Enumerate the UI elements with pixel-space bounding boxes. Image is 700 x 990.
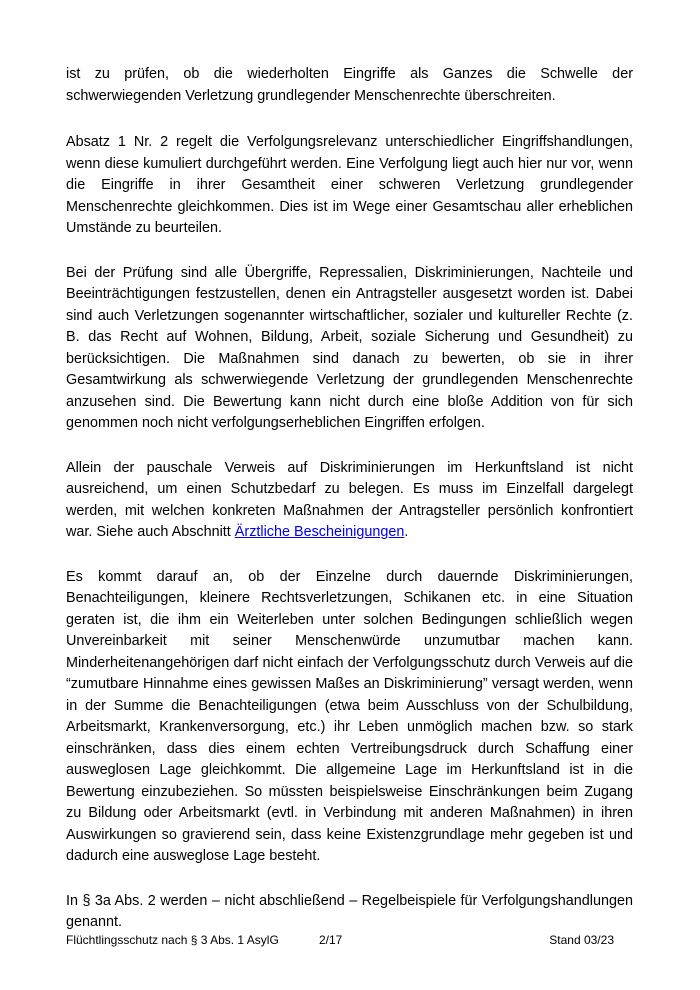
footer-document-title: Flüchtlingsschutz nach § 3 Abs. 1 AsylG [66, 933, 279, 947]
paragraph-4-end: . [404, 524, 409, 540]
paragraph-2: Absatz 1 Nr. 2 regelt die Verfolgungsrelevanz unterschiedlicher Eingriffshandlungen, wenn diese kumuliert durchgeführt werden. Eine Verfolgung liegt auch hier nur vor, wenn die Eingriffe in ihrer Gesamtheit einer schweren Verletzung grundlegender Menschenrechte gleichkommen. Dies ist im Wege einer Gesamtschau aller erheblichen Umstände zu beurteilen. [66, 134, 633, 236]
aerztliche-bescheinigungen-link[interactable]: Ärztliche Bescheinigungen [234, 524, 405, 540]
paragraph-6: In § 3a Abs. 2 werden – nicht abschließend – Regelbeispiele für Verfolgungshandlungen genannt. [66, 892, 633, 930]
document-body [66, 64, 633, 957]
footer-page-number: 2/17 [319, 933, 343, 947]
paragraph-3: Bei der Prüfung sind alle Übergriffe, Repressalien, Diskriminierungen, Nachteile und Beeinträchtigungen festzustellen, denen ein Antragsteller ausgesetzt worden ist. Dabei sind auch Verletzungen sogenannter wirtschaftlicher, sozialer und kultureller Rechte (z. B. das Recht auf Wohnen, Bildung, Arbeit, soziale Sicherung und Gesundheit) zu berücksichtigen. Die Maßnahmen sind danach zu bewerten, ob sie in ihrer Gesamtwirkung als schwerwiegende Verletzung der grundlegenden Menschenrechte anzusehen sind. Die Bewertung kann nicht durch eine bloße Addition von für sich genommen noch nicht verfolgungserheblichen Eingriffen erfolgen. [66, 264, 633, 431]
paragraph-5: Es kommt darauf an, ob der Einzelne durch dauernde Diskriminierungen, Benachteiligungen, kleinere Rechtsverletzungen, Schikanen etc. in eine Situation geraten ist, die ihm ein Weiterleben unter solchen Bedingungen schließlich wegen Unvereinbarkeit mit seiner Menschenwürde unzumutbar machen kann. Minderheitenangehörigen darf nicht einfach der Verfolgungsschutz durch Verweis auf die “zumutbare Hinnahme eines gewissen Maßes an Diskriminierung” versagt werden, wenn in der Summe die Benachteiligungen (etwa beim Ausschluss von der Schulbildung, Arbeitsmarkt, Krankenversorgung, etc.) ihr Leben unmöglich machen bzw. so stark einschränken, dass dies einem echten Vertreibungsdruck durch Schaffung einer ausweglosen Lage gleichkommt. Die allgemeine Lage im Herkunftsland ist in die Bewertung einzubeziehen. So müssten beispielsweise Einschränkungen beim Zugang zu Bildung oder Arbeitsmarkt (evtl. in Verbindung mit anderen Maßnahmen) in ihren Auswirkungen so gravierend sein, dass keine Existenzgrundlage mehr gegeben ist und dadurch eine ausweglose Lage besteht. [66, 568, 633, 864]
page-footer [66, 932, 633, 950]
paragraph-4-text: Allein der pauschale Verweis auf Diskriminierungen im Herkunftsland ist nicht ausreichend, um einen Schutzbedarf zu belegen. Es muss im Einzelfall dargelegt werden, mit welchen konkreten Maßnahmen der Antragsteller persönlich konfrontiert war. Siehe auch Abschnitt [66, 459, 633, 540]
footer-status-date: Stand 03/23 [549, 933, 614, 947]
paragraph-4 [66, 458, 633, 544]
paragraph-1: ist zu prüfen, ob die wiederholten Eingriffe als Ganzes die Schwelle der schwerwiegenden Verletzung grundlegender Menschenrechte überschreiten. [66, 66, 633, 104]
